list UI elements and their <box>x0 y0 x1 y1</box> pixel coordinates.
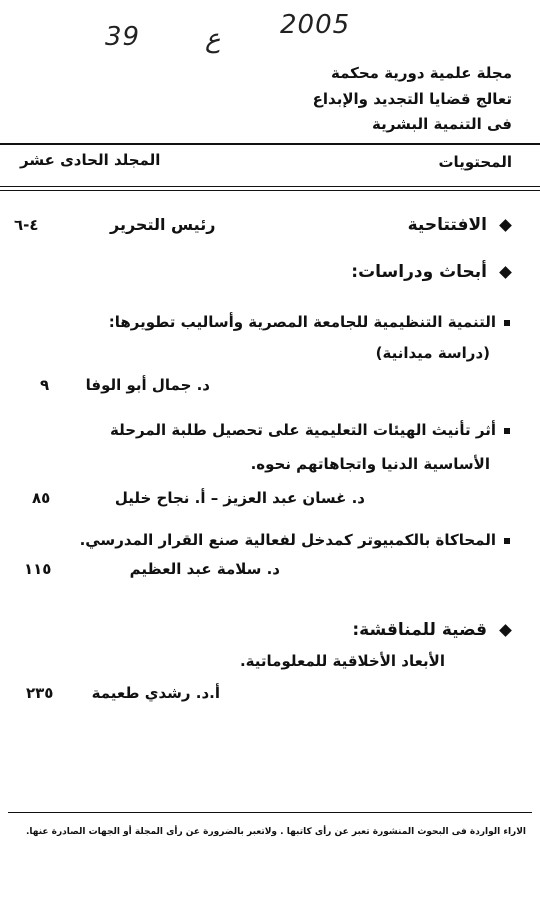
bullet-diamond-icon <box>499 266 512 279</box>
debate-author: أ.د. رشدي طعيمة <box>91 684 220 702</box>
handwritten-year: 2005 <box>280 10 351 40</box>
bullet-square-icon <box>504 320 510 326</box>
footer-disclaimer: الاراء الواردة فى البحوث المنشورة تعبر عن رأى كاتبها . ولاتعبر بالضرورة عن رأى المجلة أو الجهات الصادرة عنها. <box>25 827 526 837</box>
article1-page: ٩ <box>40 376 50 394</box>
debate-heading-text: قضية للمناقشة: <box>352 620 487 640</box>
header-top-rule <box>0 143 540 145</box>
article2-title-line1 <box>110 421 510 439</box>
journal-description-line2: تعالج قضايا التجديد والإبداع <box>312 90 512 108</box>
article1-title-text: التنمية التنظيمية للجامعة المصرية وأساليب تطويرها: <box>108 313 496 331</box>
article2-title-line2: الأساسية الدنيا واتجاهاتهم نحوه. <box>250 455 490 473</box>
article2-page: ٨٥ <box>32 489 51 507</box>
footer-rule <box>8 812 532 813</box>
debate-title: الأبعاد الأخلاقية للمعلوماتية. <box>239 652 445 670</box>
article2-title-line1-text: أثر تأنيث الهيئات التعليمية على تحصيل طلبة المرحلة <box>109 421 496 439</box>
article1-author: د. جمال أبو الوفا <box>85 376 210 394</box>
toc-entry-editorial <box>408 215 510 235</box>
article3-title <box>80 531 510 549</box>
article1-subtitle: (دراسة ميدانية) <box>375 344 490 362</box>
contents-heading: المحتويات <box>438 153 512 171</box>
section-research-label: أبحاث ودراسات: <box>351 262 487 282</box>
editorial-author: رئيس التحرير <box>110 215 216 234</box>
volume-label: المجلد الحادى عشر <box>20 151 161 169</box>
bullet-diamond-icon <box>499 219 512 232</box>
header-bottom-rule-2 <box>0 190 540 191</box>
debate-heading <box>352 620 510 640</box>
editorial-title: الافتتاحية <box>407 215 487 235</box>
handwritten-issue-label: ع <box>205 24 221 54</box>
debate-page: ٢٣٥ <box>26 684 54 702</box>
article3-title-text: المحاكاة بالكمبيوتر كمدخل لفعالية صنع القرار المدرسي. <box>79 531 496 549</box>
article3-author: د. سلامة عبد العظيم <box>129 560 280 578</box>
article2-author: د. غسان عبد العزيز – أ. نجاح خليل <box>114 489 365 507</box>
journal-description-line3: فى التنمية البشرية <box>372 115 512 133</box>
editorial-pages: ٤-٦ <box>14 216 39 234</box>
section-research-heading <box>351 262 510 282</box>
article1-title <box>109 313 510 331</box>
bullet-square-icon <box>504 428 510 434</box>
header-bottom-rule <box>0 186 540 187</box>
bullet-square-icon <box>504 538 510 544</box>
bullet-diamond-icon <box>499 624 512 637</box>
handwritten-issue-number: 39 <box>105 22 141 52</box>
journal-description-line1: مجلة علمية دورية محكمة <box>331 64 512 82</box>
article3-page: ١١٥ <box>24 560 52 578</box>
